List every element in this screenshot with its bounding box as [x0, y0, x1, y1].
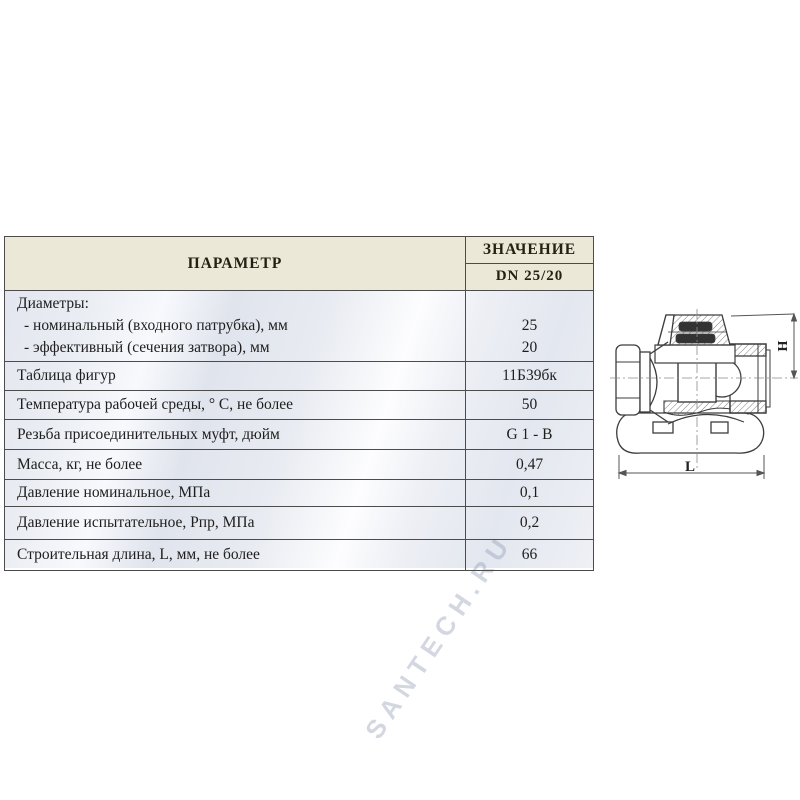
- param-label: Таблица фигур: [5, 362, 466, 391]
- param-label: Строительная длина, L, мм, не более: [5, 540, 466, 571]
- valve-flange: [655, 345, 735, 363]
- value-cell-diameters: [466, 291, 594, 362]
- spec-table-container: [4, 236, 593, 745]
- watermark: SANTECH.RU: [358, 528, 519, 745]
- param-value: 0,1: [466, 480, 594, 507]
- param-value: G 1 - В: [466, 420, 594, 450]
- param-label: Диаметры:: [17, 295, 89, 312]
- table-row: [5, 291, 594, 362]
- param-column-header: ПАРАМЕТР: [5, 237, 466, 291]
- param-value: 50: [466, 391, 594, 420]
- valve-base-wings: [617, 413, 764, 453]
- table-row: [5, 480, 594, 507]
- dimension-l-label: L: [684, 459, 696, 475]
- param-label: Давление номинальное, МПа: [5, 480, 466, 507]
- table-row: [5, 540, 594, 571]
- param-label: Резьба присоединительных муфт, дюйм: [5, 420, 466, 450]
- valve-technical-drawing: [608, 300, 800, 500]
- param-cell-diameters: [5, 291, 466, 362]
- table-row: [5, 450, 594, 480]
- spec-table: [4, 236, 594, 571]
- param-subline-nominal: - номинальный (входного патрубка), мм: [24, 317, 288, 334]
- param-label: Температура рабочей среды, ° С, не более: [5, 391, 466, 420]
- table-row: [5, 391, 594, 420]
- value-nominal: 25: [521, 317, 538, 334]
- param-value: 11Б39бк: [466, 362, 594, 391]
- param-label: Давление испытательное, Рпр, МПа: [5, 507, 466, 540]
- param-subline-effective: - эффективный (сечения затвора), мм: [24, 339, 270, 356]
- valve-gland-cap: [658, 315, 730, 345]
- param-value: 66: [466, 540, 594, 571]
- table-row: [5, 507, 594, 540]
- param-value: 0,47: [466, 450, 594, 480]
- table-row: [5, 420, 594, 450]
- param-value: 0,2: [466, 507, 594, 540]
- value-column-subheader: DN 25/20: [466, 264, 594, 291]
- dimension-h-label: H: [776, 340, 791, 352]
- param-label: Масса, кг, не более: [5, 450, 466, 480]
- value-effective: 20: [521, 339, 538, 356]
- value-column-header: ЗНАЧЕНИЕ: [466, 237, 594, 264]
- table-row: [5, 362, 594, 391]
